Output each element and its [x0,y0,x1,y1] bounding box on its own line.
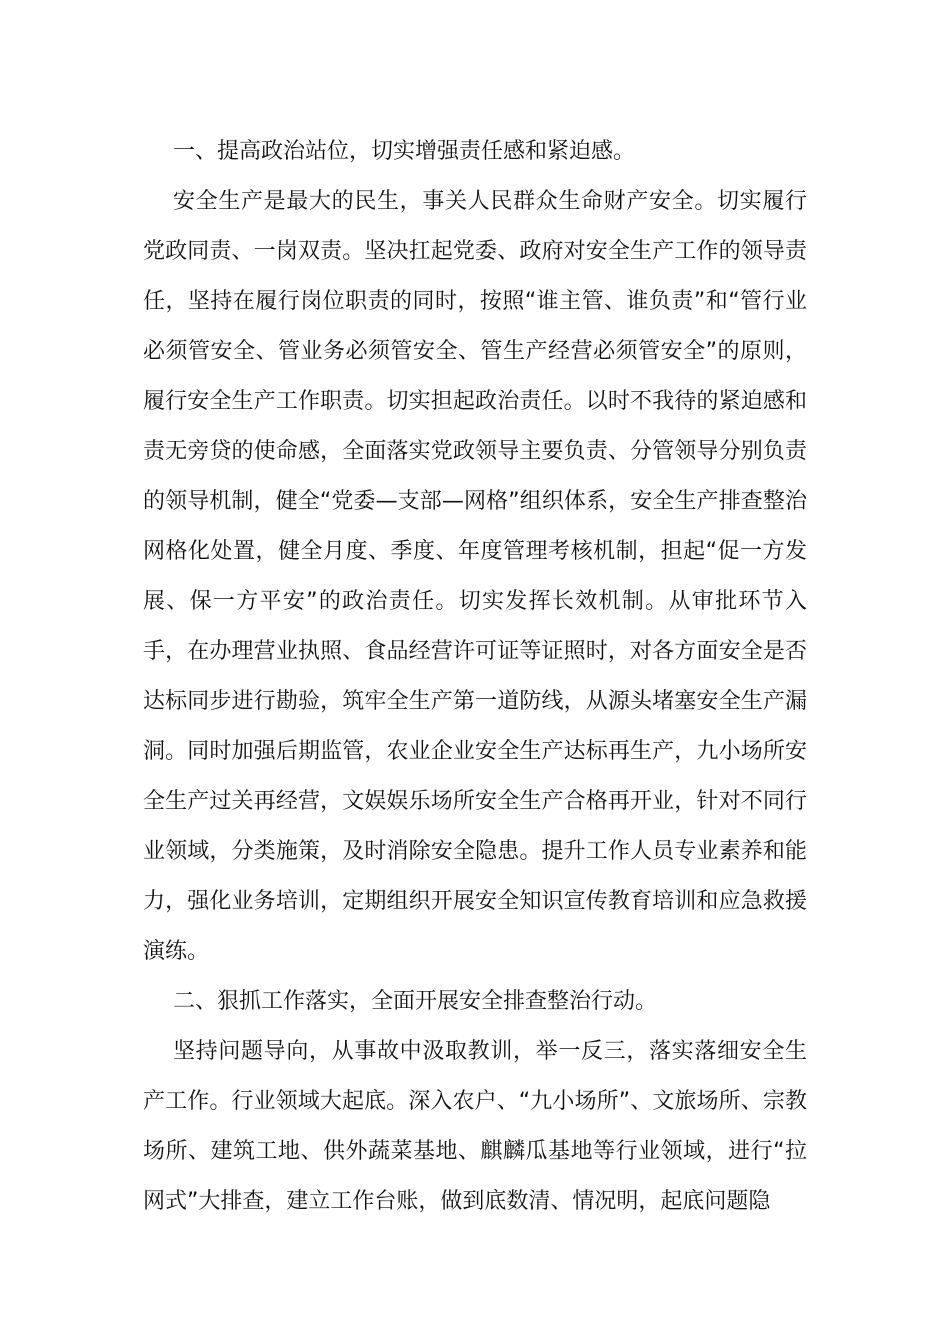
body-paragraph-1: 安全生产是最大的民生，事关人民群众生命财产安全。切实履行党政同责、一岗双责。坚决扛起党委、政府对安全生产工作的领导责任，坚持在履行岗位职责的同时，按照“谁主管、谁负责”和“管行业必须管安全、管业务必须管安全、管生产经营必须管安全”的原则，履行安全生产工作职责。切实担起政治责任。以时不我待的紧迫感和责无旁贷的使命感，全面落实党政领导主要负责、分管领导分别负责的领导机制，健全“党委—支部—网格”组织体系，安全生产排查整治网格化处置，健全月度、季度、年度管理考核机制，担起“促一方发展、保一方平安”的政治责任。切实发挥长效机制。从审批环节入手，在办理营业执照、食品经营许可证等证照时，对各方面安全是否达标同步进行勘验，筑牢全生产第一道防线，从源头堵塞安全生产漏洞。同时加强后期监管，农业企业安全生产达标再生产，九小场所安全生产过关再经营，文娱娱乐场所安全生产合格再开业，针对不同行业领域，分类施策，及时消除安全隐患。提升工作人员专业素养和能力，强化业务培训，定期组织开展安全知识宣传教育培训和应急救援演练。 [143,189,807,964]
section-heading-2: 二、狠抓工作落实，全面开展安全排查整治行动。 [173,989,658,1014]
body-paragraph-2: 坚持问题导向，从事故中汲取教训，举一反三，落实落细安全生产工作。行业领域大起底。深入农户、“九小场所”、文旅场所、宗教场所、建筑工地、供外蔬菜基地、麒麟瓜基地等行业领域，进行“拉网式”大排查，建立工作台账，做到底数清、情况明，起底问题隐 [143,1039,807,1214]
section-heading-1: 一、提高政治站位，切实增强责任感和紧迫感。 [173,139,636,164]
